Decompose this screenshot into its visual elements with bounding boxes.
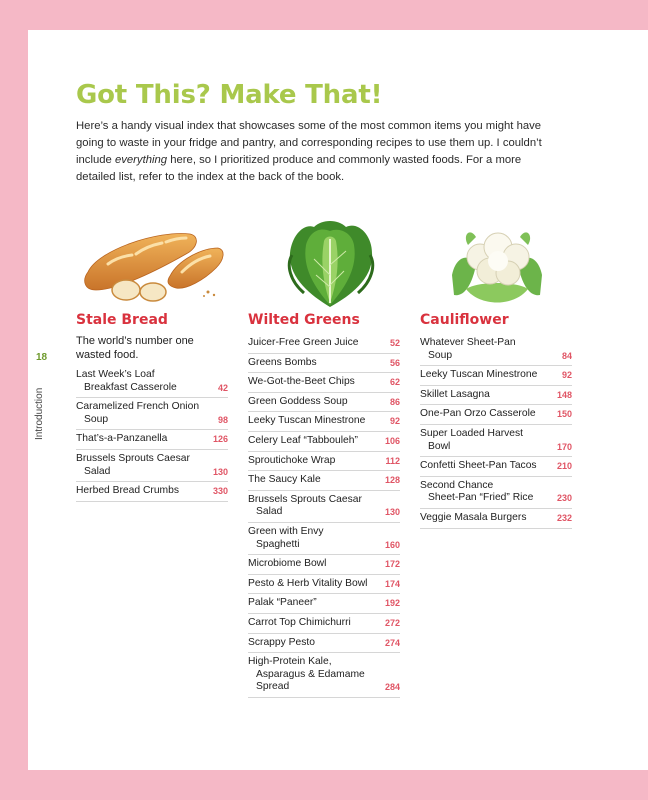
page-reference: 192 — [384, 598, 400, 609]
recipe-entry — [248, 452, 400, 472]
section-label: Introduction — [34, 387, 45, 440]
recipe-entry — [420, 509, 572, 529]
page-title: Got This? Make That! — [76, 80, 383, 110]
recipe-name — [248, 578, 381, 591]
recipe-entry — [420, 425, 572, 457]
recipe-name-line: Sproutichoke Wrap — [248, 454, 336, 466]
recipe-name-line: Spread — [256, 681, 290, 693]
recipe-name — [248, 357, 386, 370]
recipe-name — [76, 433, 209, 446]
page-reference: 86 — [389, 396, 400, 407]
page-reference: 172 — [384, 559, 400, 570]
recipe-entry — [76, 450, 228, 482]
recipe-entry — [248, 594, 400, 614]
column-heading: Cauliflower — [420, 312, 509, 328]
recipe-name-line: Breakfast Casserole — [84, 381, 177, 393]
recipe-name-line: Leeky Tuscan Minestrone — [248, 415, 366, 427]
recipe-name-line: Brussels Sprouts Caesar — [76, 452, 190, 464]
recipe-name — [248, 637, 381, 650]
recipe-name-line: High-Protein Kale, — [248, 656, 332, 668]
recipe-entry — [420, 386, 572, 406]
recipe-name-line: Brussels Sprouts Caesar — [248, 493, 362, 505]
recipe-name-line: Salad — [84, 465, 111, 477]
page-number: 18 — [36, 352, 48, 363]
page-reference: 106 — [384, 435, 400, 446]
column-heading: Stale Bread — [76, 312, 168, 328]
recipe-name-line: Spaghetti — [256, 538, 300, 550]
recipe-name-line: That’s-a-Panzanella — [76, 433, 168, 445]
recipe-name — [420, 480, 553, 505]
recipe-name — [248, 474, 381, 487]
recipe-name-line: Palak “Paneer” — [248, 597, 317, 609]
page-reference: 272 — [384, 617, 400, 628]
romaine-lettuce-illustration — [280, 215, 382, 310]
recipe-entry — [248, 634, 400, 654]
recipe-name-line: Green with Envy — [248, 525, 324, 537]
recipe-entry — [248, 354, 400, 374]
recipe-name-line: Soup — [84, 413, 109, 425]
recipe-name — [248, 597, 381, 610]
column-stale-bread — [76, 312, 228, 502]
recipe-name-line: Carrot Top Chimichurri — [248, 616, 351, 628]
recipe-name — [248, 376, 386, 389]
recipe-name-line: Salad — [256, 506, 283, 518]
page — [28, 30, 648, 770]
recipe-entry — [248, 614, 400, 634]
page-reference: 92 — [389, 416, 400, 427]
recipe-entry — [248, 555, 400, 575]
page-reference: 170 — [556, 441, 572, 452]
recipe-entry — [248, 393, 400, 413]
page-reference: 126 — [212, 434, 228, 445]
page-reference: 52 — [389, 338, 400, 348]
page-reference: 330 — [212, 486, 228, 497]
recipe-entry — [248, 432, 400, 452]
recipe-name-line: Veggie Masala Burgers — [420, 511, 527, 523]
recipe-name-line: Herbed Bread Crumbs — [76, 485, 180, 497]
page-reference: 62 — [389, 377, 400, 388]
recipe-name — [248, 455, 381, 468]
page-reference: 150 — [556, 409, 572, 420]
page-reference: 232 — [556, 512, 572, 523]
recipe-name — [248, 415, 386, 428]
recipe-name-line: Juicer-Free Green Juice — [248, 337, 359, 348]
page-reference: 84 — [561, 350, 572, 361]
page-reference: 92 — [561, 370, 572, 381]
recipe-entry — [76, 430, 228, 450]
recipe-entry — [420, 405, 572, 425]
page-reference: 274 — [384, 637, 400, 648]
recipe-name — [248, 617, 381, 630]
recipe-entry — [420, 477, 572, 509]
page-reference: 174 — [384, 578, 400, 589]
recipe-name-line: Greens Bombs — [248, 356, 317, 368]
recipe-name — [420, 369, 558, 382]
recipe-name-line: Leeky Tuscan Minestrone — [420, 369, 538, 381]
recipe-name — [420, 428, 553, 453]
recipe-name-line: Confetti Sheet-Pan Tacos — [420, 460, 537, 472]
recipe-list — [76, 366, 228, 502]
recipe-name-line: Bowl — [428, 440, 451, 452]
recipe-name-line: The Saucy Kale — [248, 474, 321, 486]
recipe-entry — [76, 398, 228, 430]
recipe-name — [248, 526, 381, 551]
recipe-entry — [76, 366, 228, 398]
recipe-name — [248, 396, 386, 409]
page-reference: 148 — [556, 389, 572, 400]
page-reference: 130 — [212, 466, 228, 477]
recipe-name-line: Second Chance — [420, 479, 494, 491]
recipe-name-line: Skillet Lasagna — [420, 388, 490, 400]
page-reference: 160 — [384, 539, 400, 550]
page-reference: 112 — [385, 455, 400, 466]
recipe-entry — [420, 366, 572, 386]
recipe-entry — [248, 653, 400, 698]
recipe-entry — [248, 334, 400, 354]
recipe-name — [76, 485, 209, 498]
recipe-name-line: Super Loaded Harvest — [420, 427, 524, 439]
recipe-list — [248, 334, 400, 698]
recipe-name — [76, 369, 214, 394]
page-reference: 230 — [556, 493, 572, 504]
recipe-name — [248, 435, 381, 448]
recipe-name-line: Caramelized French Onion — [76, 401, 200, 413]
recipe-name-line: We-Got-the-Beet Chips — [248, 376, 355, 388]
page-reference: 130 — [384, 507, 400, 518]
column-note: The world’s number one wasted food. — [76, 335, 194, 361]
recipe-name-line: Sheet-Pan “Fried” Rice — [428, 492, 534, 504]
recipe-name — [420, 460, 553, 473]
recipe-entry — [248, 471, 400, 491]
recipe-name — [76, 401, 214, 426]
recipe-name — [76, 453, 209, 478]
recipe-name-line: Asparagus & Edamame — [256, 668, 365, 680]
page-reference: 284 — [384, 682, 400, 693]
recipe-entry — [248, 412, 400, 432]
column-cauliflower — [420, 312, 572, 529]
recipe-name-line: Green Goddess Soup — [248, 395, 348, 407]
column-heading: Wilted Greens — [248, 312, 360, 328]
page-reference: 128 — [384, 475, 400, 486]
page-reference: 42 — [217, 382, 228, 393]
intro-paragraph: Here’s a handy visual index that showcases some of the most common items you might have going to waste in your fridge and pantry, and corresponding recipes to use them up. I couldn’t include everything here, so I prioritized produce and commonly wasted foods. For a more detailed list, refer to the index at the back of the book. — [76, 120, 542, 183]
recipe-name — [420, 408, 553, 421]
recipe-name-line: Whatever Sheet-Pan — [420, 337, 516, 348]
recipe-entry — [76, 482, 228, 502]
page-reference: 98 — [217, 414, 228, 425]
recipe-name-line: Celery Leaf “Tabbouleh” — [248, 434, 358, 446]
baguette-illustration — [78, 220, 228, 305]
recipe-name-line: Microbiome Bowl — [248, 558, 327, 570]
page-reference: 56 — [389, 357, 400, 368]
recipe-name-line: One-Pan Orzo Casserole — [420, 408, 536, 420]
recipe-name-line: Soup — [428, 349, 453, 361]
recipe-entry — [248, 523, 400, 555]
recipe-name-line: Scrappy Pesto — [248, 636, 315, 648]
recipe-list — [420, 334, 572, 529]
recipe-entry — [420, 457, 572, 477]
recipe-name — [248, 558, 381, 571]
recipe-entry — [248, 491, 400, 523]
recipe-name — [420, 337, 558, 362]
cauliflower-illustration — [446, 215, 548, 310]
recipe-name — [420, 512, 553, 525]
recipe-name — [248, 656, 381, 694]
recipe-entry — [420, 334, 572, 366]
page-reference: 210 — [556, 461, 572, 472]
recipe-name — [420, 389, 553, 402]
recipe-name — [248, 494, 381, 519]
recipe-entry — [248, 575, 400, 595]
recipe-name-line: Pesto & Herb Vitality Bowl — [248, 577, 368, 589]
recipe-name — [248, 337, 386, 350]
recipe-name-line: Last Week’s Loaf — [76, 369, 155, 380]
recipe-entry — [248, 373, 400, 393]
column-wilted-greens — [248, 312, 400, 698]
